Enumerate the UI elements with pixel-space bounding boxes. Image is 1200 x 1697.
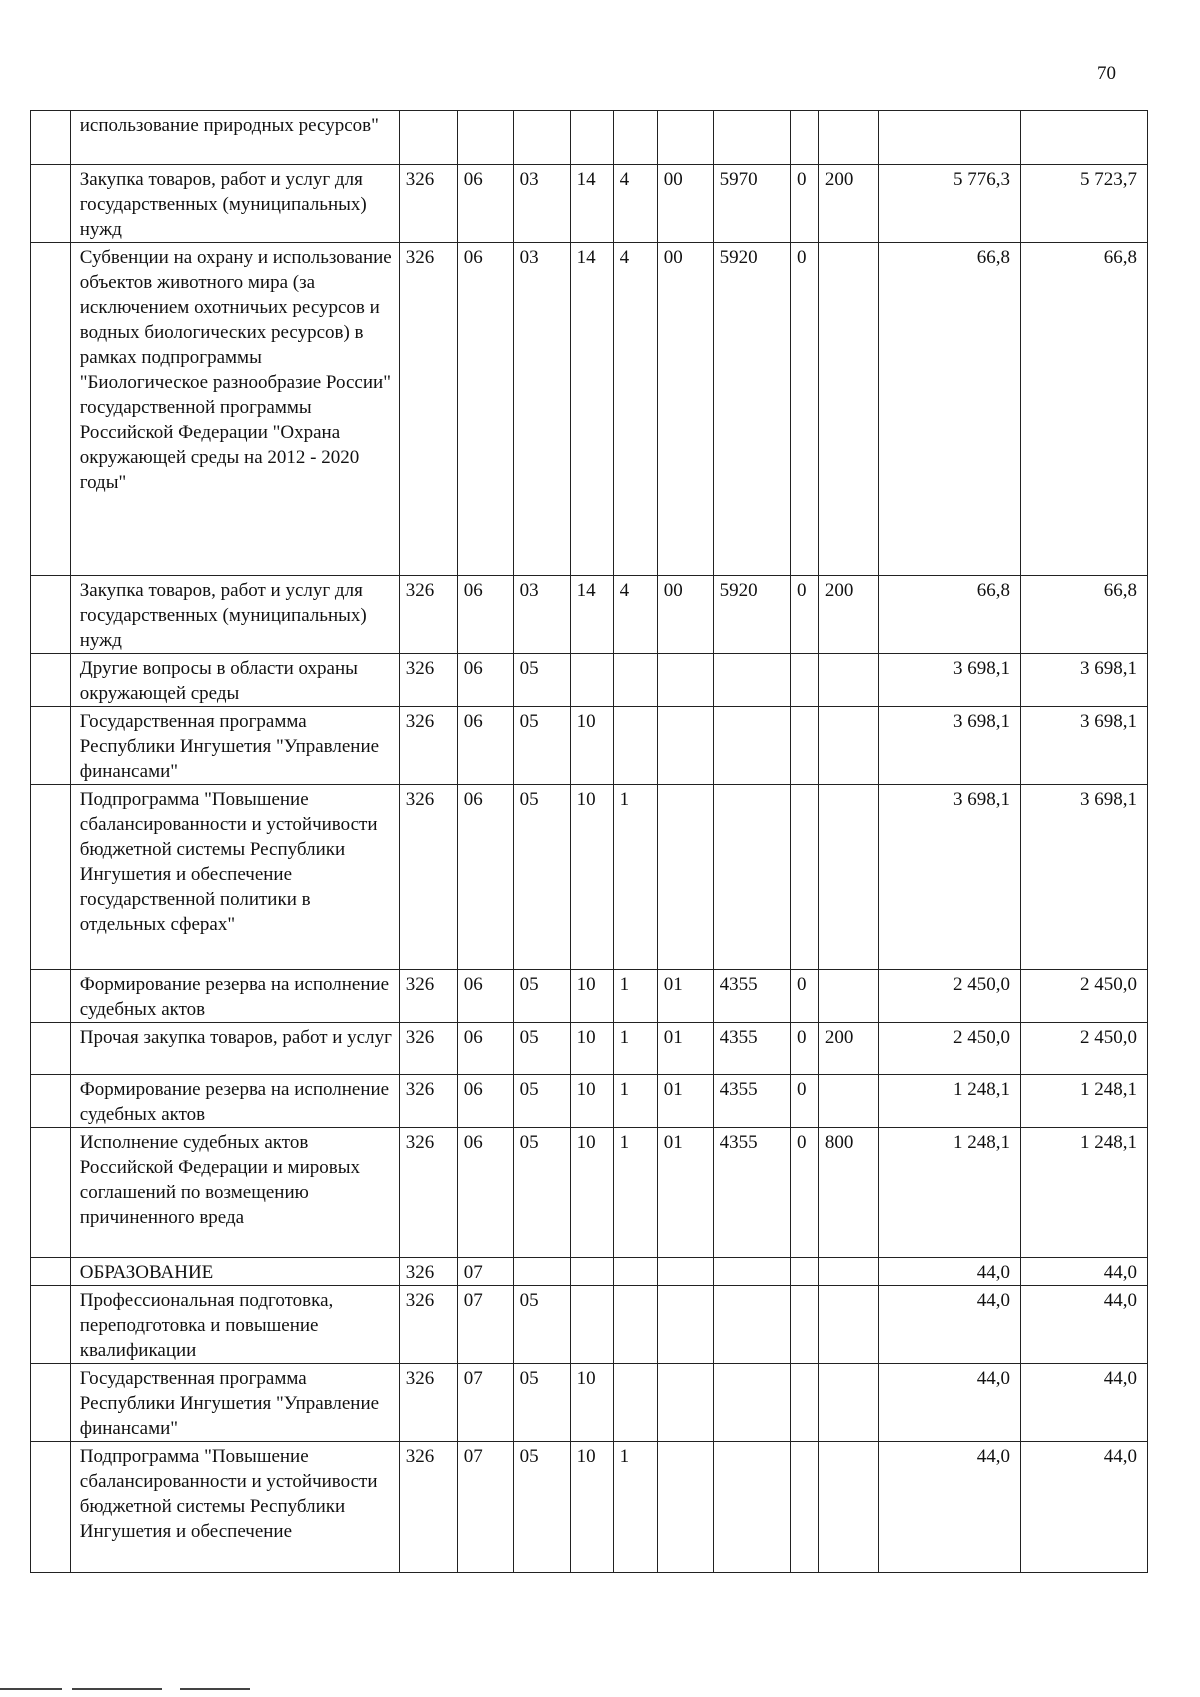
cell-dir: 5920	[713, 243, 790, 576]
cell-sum1: 1 248,1	[879, 1128, 1021, 1258]
cell-prog: 10	[570, 970, 613, 1023]
row-number-cell	[31, 970, 71, 1023]
cell-main	[657, 1286, 713, 1364]
cell-sum1: 5 776,3	[879, 165, 1021, 243]
cell-dir	[713, 707, 790, 785]
scan-edge-mark	[0, 1688, 62, 1690]
cell-sub: 4	[613, 165, 657, 243]
cell-adm: 326	[399, 1023, 457, 1075]
cell-rz: 06	[457, 576, 513, 654]
row-number-cell	[31, 576, 71, 654]
cell-main: 01	[657, 1023, 713, 1075]
row-number-cell	[31, 1258, 71, 1286]
row-number-cell	[31, 1442, 71, 1573]
cell-sum2: 3 698,1	[1021, 785, 1148, 970]
cell-sum2: 1 248,1	[1021, 1128, 1148, 1258]
cell-sum2: 44,0	[1021, 1442, 1148, 1573]
cell-adm: 326	[399, 576, 457, 654]
cell-x: 0	[790, 970, 818, 1023]
row-number-cell	[31, 1075, 71, 1128]
cell-sum1	[879, 111, 1021, 165]
cell-vr: 200	[818, 576, 878, 654]
row-number-cell	[31, 243, 71, 576]
cell-main	[657, 111, 713, 165]
cell-x	[790, 785, 818, 970]
cell-rz: 07	[457, 1286, 513, 1364]
cell-main: 00	[657, 165, 713, 243]
cell-main	[657, 1442, 713, 1573]
cell-sum1: 66,8	[879, 576, 1021, 654]
scan-edge-mark	[72, 1688, 162, 1690]
cell-sub	[613, 1286, 657, 1364]
cell-prog	[570, 1258, 613, 1286]
cell-rz: 07	[457, 1258, 513, 1286]
cell-sum1: 3 698,1	[879, 707, 1021, 785]
cell-rz: 06	[457, 970, 513, 1023]
cell-vr	[818, 243, 878, 576]
cell-vr: 800	[818, 1128, 878, 1258]
cell-pr: 05	[513, 1442, 570, 1573]
cell-prog: 10	[570, 707, 613, 785]
cell-dir: 5970	[713, 165, 790, 243]
cell-vr	[818, 1075, 878, 1128]
cell-name: использование природных ресурсов"	[70, 111, 399, 165]
cell-sum2: 44,0	[1021, 1286, 1148, 1364]
cell-sub	[613, 111, 657, 165]
cell-pr: 05	[513, 1075, 570, 1128]
cell-main	[657, 654, 713, 707]
row-number-cell	[31, 111, 71, 165]
cell-adm: 326	[399, 1286, 457, 1364]
cell-sub: 1	[613, 970, 657, 1023]
cell-prog	[570, 111, 613, 165]
cell-adm: 326	[399, 243, 457, 576]
table-row	[31, 654, 1148, 707]
cell-vr	[818, 1258, 878, 1286]
table-row	[31, 1442, 1148, 1573]
cell-main: 01	[657, 970, 713, 1023]
cell-sum2: 3 698,1	[1021, 654, 1148, 707]
cell-name: Профессиональная подготовка, переподготовка и повышение квалификации	[70, 1286, 399, 1364]
cell-x	[790, 654, 818, 707]
cell-sum2	[1021, 111, 1148, 165]
cell-adm: 326	[399, 1364, 457, 1442]
cell-adm: 326	[399, 1442, 457, 1573]
cell-rz: 07	[457, 1442, 513, 1573]
cell-name: Субвенции на охрану и использование объектов животного мира (за исключением охотничьих ресурсов и водных биологических ресурсов) в рамках подпрограммы "Биологическое разнообразие России" государственной программы Российской Федерации "Охрана окружающей среды на 2012 - 2020 годы"	[70, 243, 399, 576]
cell-rz: 06	[457, 707, 513, 785]
cell-dir: 4355	[713, 1023, 790, 1075]
cell-x: 0	[790, 1128, 818, 1258]
cell-dir: 5920	[713, 576, 790, 654]
cell-x	[790, 1364, 818, 1442]
cell-rz: 06	[457, 1023, 513, 1075]
cell-pr: 05	[513, 1364, 570, 1442]
cell-pr	[513, 111, 570, 165]
cell-sum2: 1 248,1	[1021, 1075, 1148, 1128]
cell-dir	[713, 1364, 790, 1442]
cell-prog: 14	[570, 576, 613, 654]
cell-x	[790, 707, 818, 785]
cell-name: Другие вопросы в области охраны окружающей среды	[70, 654, 399, 707]
table-row	[31, 111, 1148, 165]
cell-x	[790, 1286, 818, 1364]
cell-vr: 200	[818, 165, 878, 243]
cell-rz: 06	[457, 1075, 513, 1128]
table-row	[31, 243, 1148, 576]
row-number-cell	[31, 1286, 71, 1364]
cell-rz: 06	[457, 785, 513, 970]
cell-sub: 1	[613, 1075, 657, 1128]
cell-adm	[399, 111, 457, 165]
cell-sum2: 5 723,7	[1021, 165, 1148, 243]
cell-pr: 05	[513, 970, 570, 1023]
table-body	[31, 111, 1148, 1573]
cell-rz: 06	[457, 1128, 513, 1258]
cell-prog: 10	[570, 1023, 613, 1075]
cell-pr: 03	[513, 576, 570, 654]
cell-sum2: 44,0	[1021, 1258, 1148, 1286]
cell-adm: 326	[399, 165, 457, 243]
cell-dir: 4355	[713, 1128, 790, 1258]
cell-adm: 326	[399, 1258, 457, 1286]
cell-vr	[818, 1442, 878, 1573]
cell-name: Исполнение судебных актов Российской Федерации и мировых соглашений по возмещению причиненного вреда	[70, 1128, 399, 1258]
table-row	[31, 1128, 1148, 1258]
cell-sum1: 44,0	[879, 1364, 1021, 1442]
cell-main	[657, 707, 713, 785]
cell-name: Государственная программа Республики Ингушетия "Управление финансами"	[70, 1364, 399, 1442]
cell-prog: 14	[570, 165, 613, 243]
scan-edge-mark	[180, 1688, 250, 1690]
budget-table	[30, 110, 1148, 1573]
cell-pr: 05	[513, 654, 570, 707]
cell-sum1: 44,0	[879, 1286, 1021, 1364]
cell-rz: 07	[457, 1364, 513, 1442]
cell-prog: 10	[570, 785, 613, 970]
cell-sub: 4	[613, 243, 657, 576]
cell-name: ОБРАЗОВАНИЕ	[70, 1258, 399, 1286]
table-row	[31, 1258, 1148, 1286]
cell-x: 0	[790, 165, 818, 243]
cell-name: Государственная программа Республики Ингушетия "Управление финансами"	[70, 707, 399, 785]
cell-prog: 10	[570, 1075, 613, 1128]
table-row	[31, 165, 1148, 243]
cell-x: 0	[790, 243, 818, 576]
cell-dir	[713, 654, 790, 707]
cell-sum1: 2 450,0	[879, 1023, 1021, 1075]
cell-adm: 326	[399, 1075, 457, 1128]
cell-dir	[713, 1286, 790, 1364]
cell-prog: 10	[570, 1364, 613, 1442]
cell-adm: 326	[399, 1128, 457, 1258]
cell-vr	[818, 1286, 878, 1364]
cell-name: Формирование резерва на исполнение судебных актов	[70, 970, 399, 1023]
cell-adm: 326	[399, 970, 457, 1023]
cell-pr: 05	[513, 785, 570, 970]
row-number-cell	[31, 1128, 71, 1258]
cell-rz: 06	[457, 654, 513, 707]
cell-x: 0	[790, 576, 818, 654]
row-number-cell	[31, 785, 71, 970]
cell-vr	[818, 785, 878, 970]
table-row	[31, 970, 1148, 1023]
cell-sum1: 66,8	[879, 243, 1021, 576]
table-row	[31, 576, 1148, 654]
cell-sub: 4	[613, 576, 657, 654]
cell-main: 00	[657, 576, 713, 654]
cell-main: 00	[657, 243, 713, 576]
cell-x	[790, 1258, 818, 1286]
cell-pr: 03	[513, 243, 570, 576]
cell-sum2: 66,8	[1021, 243, 1148, 576]
cell-sub	[613, 707, 657, 785]
cell-name: Закупка товаров, работ и услуг для государственных (муниципальных) нужд	[70, 576, 399, 654]
cell-vr	[818, 111, 878, 165]
cell-sum2: 44,0	[1021, 1364, 1148, 1442]
cell-adm: 326	[399, 654, 457, 707]
cell-dir	[713, 1442, 790, 1573]
cell-sum2: 2 450,0	[1021, 1023, 1148, 1075]
cell-rz: 06	[457, 165, 513, 243]
cell-vr	[818, 707, 878, 785]
cell-sum1: 2 450,0	[879, 970, 1021, 1023]
cell-sub: 1	[613, 1128, 657, 1258]
cell-vr	[818, 970, 878, 1023]
cell-pr: 05	[513, 707, 570, 785]
cell-x	[790, 1442, 818, 1573]
table-row	[31, 1075, 1148, 1128]
cell-sum1: 44,0	[879, 1442, 1021, 1573]
cell-sub: 1	[613, 785, 657, 970]
cell-dir	[713, 785, 790, 970]
cell-sum2: 3 698,1	[1021, 707, 1148, 785]
cell-pr: 05	[513, 1128, 570, 1258]
table-row	[31, 707, 1148, 785]
cell-x: 0	[790, 1075, 818, 1128]
cell-pr: 03	[513, 165, 570, 243]
cell-sub: 1	[613, 1442, 657, 1573]
cell-pr	[513, 1258, 570, 1286]
cell-x: 0	[790, 1023, 818, 1075]
cell-prog	[570, 1286, 613, 1364]
cell-vr	[818, 654, 878, 707]
cell-rz	[457, 111, 513, 165]
cell-adm: 326	[399, 785, 457, 970]
cell-name: Подпрограмма "Повышение сбалансированности и устойчивости бюджетной системы Республики Ингушетия и обеспечение	[70, 1442, 399, 1573]
cell-adm: 326	[399, 707, 457, 785]
cell-name: Прочая закупка товаров, работ и услуг	[70, 1023, 399, 1075]
row-number-cell	[31, 165, 71, 243]
cell-sub	[613, 1364, 657, 1442]
cell-name: Закупка товаров, работ и услуг для государственных (муниципальных) нужд	[70, 165, 399, 243]
table-row	[31, 1023, 1148, 1075]
row-number-cell	[31, 1023, 71, 1075]
cell-pr: 05	[513, 1023, 570, 1075]
cell-main	[657, 1364, 713, 1442]
cell-sum1: 44,0	[879, 1258, 1021, 1286]
cell-sum1: 1 248,1	[879, 1075, 1021, 1128]
cell-vr	[818, 1364, 878, 1442]
cell-sum2: 66,8	[1021, 576, 1148, 654]
row-number-cell	[31, 707, 71, 785]
cell-pr: 05	[513, 1286, 570, 1364]
page-number: 70	[1097, 63, 1116, 84]
table-row	[31, 785, 1148, 970]
cell-dir: 4355	[713, 970, 790, 1023]
cell-vr: 200	[818, 1023, 878, 1075]
cell-dir	[713, 1258, 790, 1286]
cell-dir: 4355	[713, 1075, 790, 1128]
cell-main	[657, 785, 713, 970]
cell-dir	[713, 111, 790, 165]
cell-main: 01	[657, 1075, 713, 1128]
cell-sub: 1	[613, 1023, 657, 1075]
cell-main	[657, 1258, 713, 1286]
cell-sub	[613, 1258, 657, 1286]
cell-prog: 14	[570, 243, 613, 576]
cell-sum2: 2 450,0	[1021, 970, 1148, 1023]
cell-prog: 10	[570, 1442, 613, 1573]
table-row	[31, 1364, 1148, 1442]
row-number-cell	[31, 654, 71, 707]
cell-prog: 10	[570, 1128, 613, 1258]
cell-name: Формирование резерва на исполнение судебных актов	[70, 1075, 399, 1128]
cell-name: Подпрограмма "Повышение сбалансированности и устойчивости бюджетной системы Республики Ингушетия и обеспечение государственной политики в отдельных сферах"	[70, 785, 399, 970]
cell-prog	[570, 654, 613, 707]
cell-rz: 06	[457, 243, 513, 576]
cell-sum1: 3 698,1	[879, 654, 1021, 707]
cell-main: 01	[657, 1128, 713, 1258]
cell-x	[790, 111, 818, 165]
cell-sub	[613, 654, 657, 707]
row-number-cell	[31, 1364, 71, 1442]
cell-sum1: 3 698,1	[879, 785, 1021, 970]
table-row	[31, 1286, 1148, 1364]
